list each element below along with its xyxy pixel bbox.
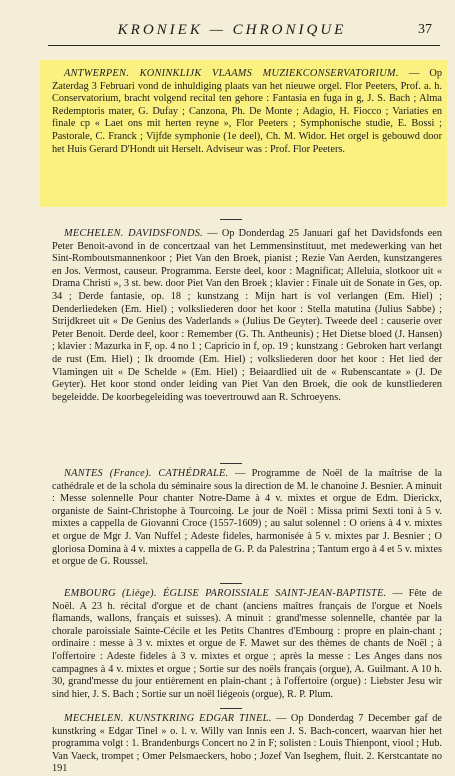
article-mechelen-davidsfonds [52,228,442,404]
article-heading: NANTES (France). CATHÉDRALE. [64,468,229,479]
separator [220,708,242,709]
article-heading: MECHELEN. KUNSTKRING EDGAR TINEL. [64,713,272,724]
separator [220,583,242,584]
article-body: — Op Donderdag 7 December gaf de kunstkring « Edgar Tinel » o. l. v. Willy van Innis een J. S. Bach-concert, waarvan hier het programma volgt : 1. Brandenburgs Concert no 2 in F; solisten : Louis Thienpont, viool ; Hub. Van Vaeck, trompet ; Omer Pelsmaeckers, hobo ; Jozef Van Iseghem, fluit. 2. Kerstcantate no 191 [52,713,442,775]
article-body: — Programme de Noël de la maîtrise de la cathédrale et de la schola du séminaire sous la direction de M. le chanoine J. Besnier. A minuit : Messe solennelle Pour chanter Notre-Dame à 4 v. mixtes et orgue de Edm. Dierickx, organiste de Saint-Christophe à Tourcoing. Le jour de Noël : Missa primi Sexti toni à 5 v. mixtes a cappella de Giovanni Croce (1557-1609) ; au salut solennel : O oriens à 4 v. mixtes et orgue de Mgr J. Van Nuffel ; Adeste fideles, harmonisée à 5 v. mixtes par J. Besnier ; O gloriosa Domina à 4 v. mixtes a cappella de G. P. da Palestrina ; Tantum ergo à 4 et 5 v. mixtes et orgue de G. Roussel. [52,468,443,568]
separator [220,463,242,464]
running-title: KRONIEK — CHRONIQUE [117,22,347,38]
article-nantes [52,468,442,569]
article-heading: ANTWERPEN. KONINKLIJK VLAAMS MUZIEKCONSERVATORIUM. [64,68,399,79]
article-antwerpen [52,68,442,156]
page-number: 37 [418,22,432,37]
article-body: — Fête de Noël. A 23 h. récital d'orgue et de chant (anciens maîtres français de l'orgue et Noels flamands, wallons, français et suisses). A minuit : grand'messe solennelle, chantée par la chorale paroissiale Sainte-Cécile et les Petits Chantres d'Embourg : propre en plain-chant ; ordinaire : messe à 3 v. mixtes et orgue de F. Mawet sur des thèmes de chants de Noël ; à l'offertoire : Adeste fideles à 3 v. mixtes et orgue ; après la messe : Les Anges dans nos campagnes à 4 v. mixtes et orgue ; Sortie sur des noëls français (orgue), A. Guilmant. A 10 h. 30, grand'messe du jour entièrement en plain-chant ; à l'offertoire (orgue) : Liebster Jesu wir sind hier, J. S. Bach ; Sortie sur un noël liégeois (orgue), R. P. Plum. [52,588,442,700]
article-heading: MECHELEN. DAVIDSFONDS. [64,228,204,239]
page-header [52,20,432,42]
header-rule [48,45,440,46]
article-embourg [52,588,442,701]
separator [220,219,242,220]
article-body: — Op Donderdag 25 Januari gaf het Davidsfonds een Peter Benoit-avond in de concertzaal van het Lemmensinstituut, met medewerking van het Sint-Romboutsmannenkoor ; Piet Van den Broek, pianist ; Rezie Van Aerden, kunstzangeres en Jos. Vermost, causeur. Programma. Eerste deel, koor : Magnificat; Alleluia, slotkoor uit « Drama Christi », 3 st. bew. door Piet Van den Broek ; klavier : Finale uit de Sonate in Ges, op. 34 ; Derde fantasie, op. 18 ; kunstzang : Mijn hart is vol verlangen (Em. Hiel) ; Denderliedeken (Em. Hiel) ; volksliederen door het koor : Stella matutina (Julius Sabbe) ; Strijdkreet uit « De Genius des Vaderlands » (Julius De Geyter). Tweede deel : causerie over Peter Benoit. Derde deel, koor : Remember (G. Th. Antheunis) ; Het Dietse bloed (J. Hansen) ; klavier : Mazurka in F, op. 4 no 1 ; Capricio in f, op. 19 ; kunstzang : Gebroken hart verlangt de rust (Em. Hiel) ; Ik droomde (Em. Hiel) ; volksliederen door het koor : Het lied der Vlamingen uit « De Schelde » (Em. Hiel) ; Beiaardlied uit de « Rubenscantate » (J. De Geyter). Het koor stond onder leiding van Piet Van den Broek, die ook de kunstliederen begeleidde. De koorbegeleiding was toevertrouwd aan R. Schroeyens. [52,228,442,403]
article-heading: EMBOURG (Liège). ÉGLISE PAROISSIALE SAINT-JEAN-BAPTISTE. [64,588,387,599]
article-mechelen-tinel [52,713,442,776]
article-body: — Op Zaterdag 3 Februari vond de inhuldiging plaats van het nieuwe orgel. Flor Peeters, Prof. a. h. Conservatorium, bracht volgend recital ten gehore : Fantasia en fuga in g, J. S. Bach ; Alma Redemptoris mater, G. Dufay ; Canzona, Ph. De Monte ; Adagio, H. Fiocco ; Variaties en finale cp « Laet ons mit herten reyne », Flor Peeters ; Symphonische studie, E. Bossi ; Pastorale, C. Franck ; Vijfde symphonie (1e deel), Ch. M. Widor. Het orgel is gebouwd door het Huis Gerard D'Hondt uit Herselt. Adviseur was : Prof. Flor Peeters. [52,68,442,155]
